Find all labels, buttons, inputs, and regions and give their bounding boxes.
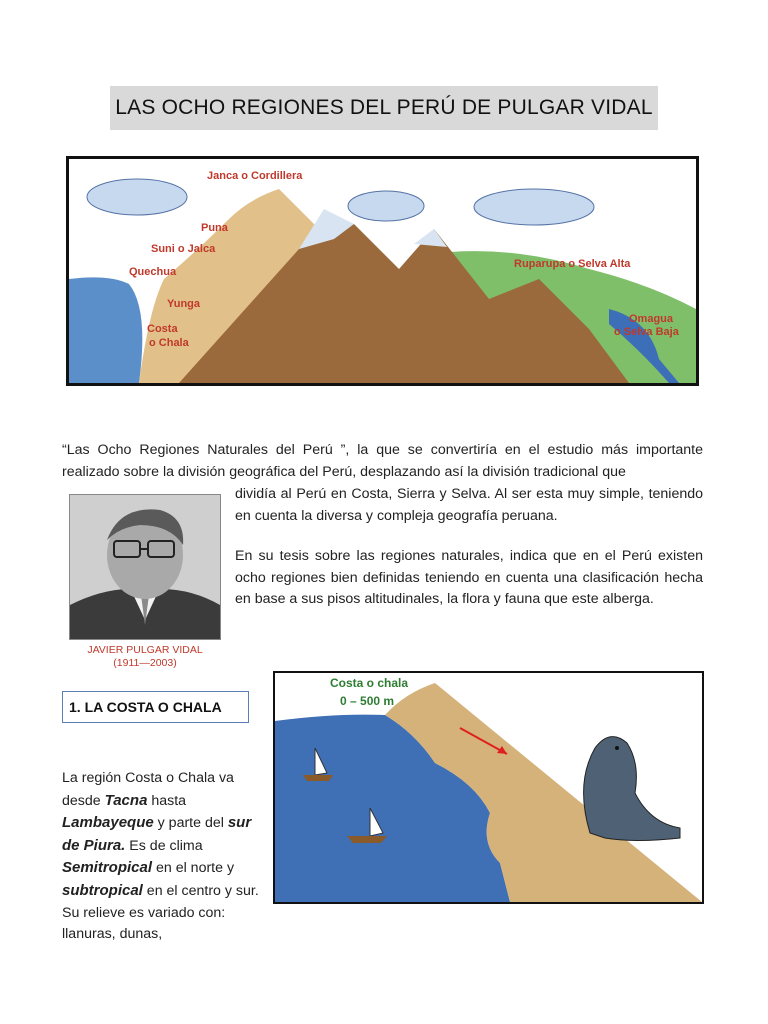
costa-paragraph: La región Costa o Chala va desde Tacna hasta Lambayeque y parte del sur de Piura. Es de clima Semitropical en el norte y subtropical en el centro y sur. Su relieve es variado con: llanuras, dunas, [62, 770, 259, 943]
portrait-svg [70, 495, 220, 639]
label-rupa-rupa: Ruparupa o Selva Alta [514, 258, 631, 270]
section-heading-box [62, 691, 249, 723]
cloud-icon [87, 179, 187, 215]
coast-svg [275, 673, 702, 902]
boat-hull [347, 836, 387, 843]
title-banner [110, 86, 658, 130]
label-chala: o Chala [149, 337, 189, 349]
regions-illustration [66, 156, 699, 386]
label-omagua: Omagua [629, 313, 674, 325]
label-yunga: Yunga [167, 298, 201, 310]
section-heading: 1. LA COSTA O CHALA [69, 699, 222, 715]
intro-paragraph-top: “Las Ocho Regiones Naturales del Perú ”, la que se convertiría en el estudio más importante realizado sobre la división geográfica del Perú, desplazando así la división tradicional que [62, 442, 703, 480]
highlight-semitropical: Semitropical [62, 859, 153, 877]
page-title: LAS OCHO REGIONES DEL PERÚ DE PULGAR VIDAL [115, 96, 653, 119]
intro-paragraph-thesis: En su tesis sobre las regiones naturales, indica que en el Perú existen ocho regiones bien definidas teniendo en cuenta una clasificación hecha en base a sus pisos altitudinales, la flora y fauna que este alberga. [235, 548, 703, 608]
coast-illustration [273, 671, 704, 904]
highlight-tacna: Tacna [104, 791, 148, 809]
intro-paragraph-bottom: dividía al Perú en Costa, Sierra y Selva. Al ser esta muy simple, teniendo en cuenta la diversa y compleja geografía peruana. [235, 486, 703, 524]
label-suni: Suni o Jalca [151, 243, 216, 255]
highlight-subtropical: subtropical [62, 881, 143, 899]
cloud-icon [348, 191, 424, 221]
cloud-icon [474, 189, 594, 225]
label-janca: Janca o Cordillera [207, 170, 303, 182]
boat-hull [303, 775, 333, 781]
label-selva-baja: o Selva Baja [614, 326, 679, 338]
regions-svg [69, 159, 696, 383]
portrait-photo [69, 494, 221, 640]
photo-caption-years: (1911—2003) [113, 657, 177, 669]
sea-shape [69, 277, 142, 383]
coast-label: Costa o chala [330, 676, 409, 690]
label-quechua: Quechua [129, 266, 177, 278]
highlight-lambayeque: Lambayeque [62, 814, 154, 832]
label-costa: Costa [147, 323, 178, 335]
altitude-range: 0 – 500 m [340, 694, 395, 708]
label-puna: Puna [201, 222, 228, 234]
highlight-piura: sur de Piura. [62, 814, 252, 854]
photo-caption-name: JAVIER PULGAR VIDAL [87, 644, 203, 656]
